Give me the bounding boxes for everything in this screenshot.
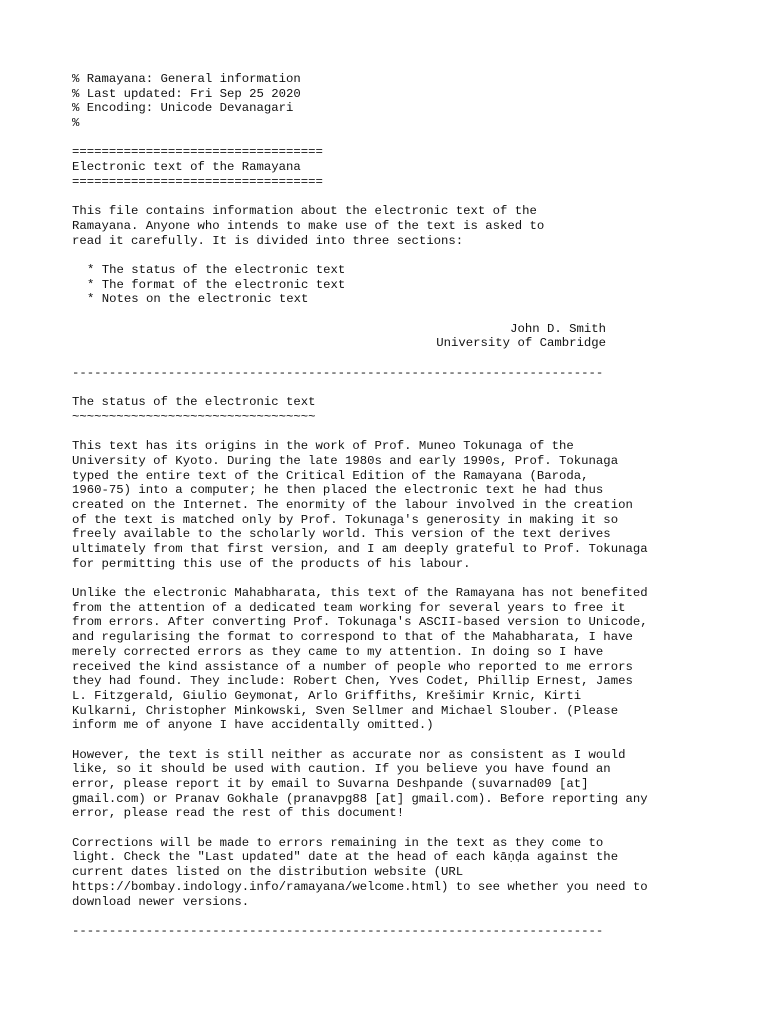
paragraph-line: Corrections will be made to errors remaining in the text as they come to: [72, 835, 604, 850]
spacer: [72, 131, 752, 146]
spacer: [72, 307, 752, 322]
separator-rule: ------------------------------------------------------------------------: [72, 365, 604, 380]
title-rule-bottom: ==================================: [72, 174, 323, 189]
spacer: [72, 351, 752, 366]
paragraph-line: ultimately from that first version, and I am deeply grateful to Prof. Tokunaga: [72, 542, 648, 556]
paragraph-line: from the attention of a dedicated team working for several years to free it: [72, 600, 626, 615]
paragraph-line: from errors. After converting Prof. Tokunaga's ASCII-based version to Unicode,: [72, 615, 648, 630]
status-paragraph-3: [72, 748, 752, 821]
paragraph-line: 1960-75) into a computer; he then placed the electronic text he had thus: [72, 483, 604, 498]
title-rule-top: ==================================: [72, 145, 323, 160]
spacer: [72, 425, 752, 440]
author-affiliation: University of Cambridge: [436, 336, 606, 351]
list-item: * Notes on the electronic text: [87, 292, 309, 307]
paragraph-line: read it carefully. It is divided into three sections:: [72, 233, 464, 248]
spacer: [72, 909, 752, 924]
intro-paragraph: [72, 204, 752, 248]
paragraph-line: like, so it should be used with caution. If you believe you have found an: [72, 762, 611, 777]
paragraph-line: error, please report it by email to Suvarna Deshpande (suvarnad09 [at]: [72, 777, 589, 791]
header-block: [72, 72, 752, 131]
paragraph-line: download newer versions.: [72, 894, 250, 909]
paragraph-line: gmail.com) or Pranav Gokhale (pranavpg88 [at] gmail.com). Before reporting any: [72, 791, 648, 806]
section-heading: The status of the electronic text: [72, 395, 316, 410]
spacer: [72, 380, 752, 395]
section-list: [72, 263, 752, 307]
paragraph-line: and regularising the format to correspond to that of the Mahabharata, I have: [72, 630, 633, 645]
title-block: [72, 145, 752, 189]
paragraph-line: freely available to the scholarly world. This version of the text derives: [72, 527, 611, 542]
paragraph-line: received the kind assistance of a number of people who reported to me errors: [72, 659, 633, 674]
header-line-title: % Ramayana: General information: [72, 72, 301, 86]
spacer: [72, 571, 752, 586]
signature-block: [72, 322, 752, 351]
page-title: Electronic text of the Ramayana: [72, 160, 301, 175]
paragraph-line: created on the Internet. The enormity of the labour involved in the creation: [72, 497, 633, 512]
paragraph-line: L. Fitzgerald, Giulio Geymonat, Arlo Griffiths, Krešimir Krnic, Kirti: [72, 688, 582, 703]
paragraph-line: of the text is matched only by Prof. Tokunaga's generosity in making it so: [72, 512, 619, 527]
paragraph-line: Kulkarni, Christopher Minkowski, Sven Sellmer and Michael Slouber. (Please: [72, 703, 619, 718]
document-page: [72, 72, 752, 939]
paragraph-line: Unlike the electronic Mahabharata, this text of the Ramayana has not benefited: [72, 586, 648, 601]
paragraph-line: However, the text is still neither as accurate nor as consistent as I would: [72, 747, 626, 762]
separator-rule: ------------------------------------------------------------------------: [72, 923, 604, 938]
header-line-updated: % Last updated: Fri Sep 25 2020: [72, 86, 301, 101]
section-heading-underline: ~~~~~~~~~~~~~~~~~~~~~~~~~~~~~~~~~: [72, 409, 316, 424]
status-paragraph-4: [72, 836, 752, 909]
status-section: [72, 395, 752, 909]
header-line-end: %: [72, 116, 80, 131]
paragraph-line: https://bombay.indology.info/ramayana/welcome.html) to see whether you need to: [72, 879, 648, 894]
paragraph-line: typed the entire text of the Critical Edition of the Ramayana (Baroda,: [72, 468, 589, 483]
paragraph-line: for permitting this use of the products of his labour.: [72, 556, 471, 571]
paragraph-line: error, please read the rest of this document!: [72, 806, 405, 821]
spacer: [72, 190, 752, 205]
spacer: [72, 248, 752, 263]
author-name: John D. Smith: [510, 321, 606, 336]
list-item: * The status of the electronic text: [87, 262, 346, 277]
paragraph-line: light. Check the "Last updated" date at the head of each kāṇḍa against the: [72, 850, 619, 865]
list-item: * The format of the electronic text: [87, 277, 346, 292]
paragraph-line: This file contains information about the electronic text of the: [72, 204, 537, 219]
status-paragraph-2: [72, 586, 752, 733]
spacer: [72, 733, 752, 748]
paragraph-line: University of Kyoto. During the late 1980s and early 1990s, Prof. Tokunaga: [72, 453, 619, 468]
spacer: [72, 821, 752, 836]
paragraph-line: current dates listed on the distribution website (URL: [72, 865, 464, 880]
status-paragraph-1: [72, 439, 752, 571]
paragraph-line: Ramayana. Anyone who intends to make use of the text is asked to: [72, 218, 545, 233]
paragraph-line: This text has its origins in the work of Prof. Muneo Tokunaga of the: [72, 439, 574, 454]
header-line-encoding: % Encoding: Unicode Devanagari: [72, 101, 294, 116]
paragraph-line: inform me of anyone I have accidentally omitted.): [72, 718, 434, 733]
paragraph-line: they had found. They include: Robert Chen, Yves Codet, Phillip Ernest, James: [72, 674, 633, 689]
paragraph-line: merely corrected errors as they came to my attention. In doing so I have: [72, 644, 604, 659]
